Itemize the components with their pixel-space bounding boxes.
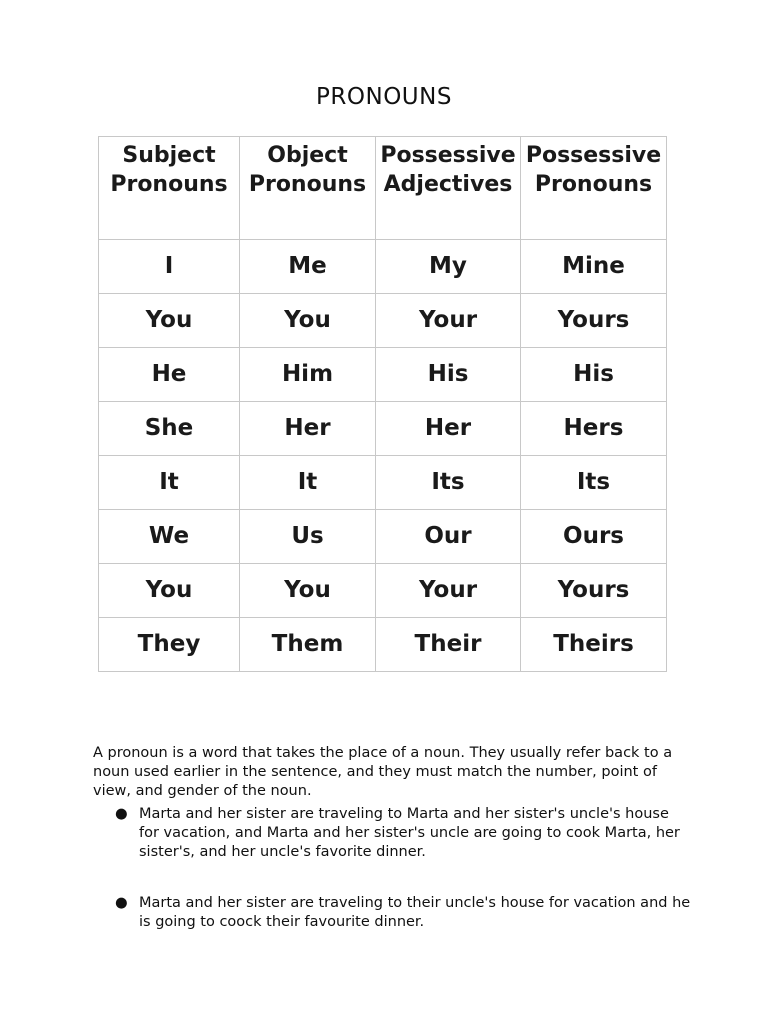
table-row [99,402,667,456]
table-cell: Hers [521,402,667,456]
explanation-paragraph: A pronoun is a word that takes the place of a noun. They usually refer back to a noun used earlier in the sentence, and they must match the number, point of view, and gender of the noun. [93,745,673,799]
table-row [99,294,667,348]
table-cell: It [240,456,376,510]
header-possessive-pronouns: Possessive Pronouns [521,137,667,240]
list-item [115,894,693,932]
table-row [99,456,667,510]
table-cell: He [99,348,240,402]
table-row [99,564,667,618]
table-cell: Its [376,456,521,510]
table-cell: Your [376,294,521,348]
table-cell: Your [376,564,521,618]
table-cell: You [99,564,240,618]
list-item [115,805,693,862]
table-cell: Our [376,510,521,564]
table-cell: Her [240,402,376,456]
table-cell: You [240,564,376,618]
table-row [99,618,667,672]
header-possessive-adjectives: Possessive Adjectives [376,137,521,240]
table-cell: They [99,618,240,672]
table-cell: His [521,348,667,402]
explanation-section [93,744,693,932]
table-row [99,510,667,564]
table-cell: You [240,294,376,348]
table-cell: Her [376,402,521,456]
example-list [93,805,693,932]
table-cell: His [376,348,521,402]
table-cell: Mine [521,240,667,294]
table-row [99,348,667,402]
example-text: Marta and her sister are traveling to their uncle's house for vacation and he is going to coock their favourite dinner. [139,895,691,930]
table-cell: It [99,456,240,510]
table-cell: Them [240,618,376,672]
table-cell: My [376,240,521,294]
page-title: PRONOUNS [316,84,452,110]
table-cell: Theirs [521,618,667,672]
table-cell: Yours [521,564,667,618]
table-cell: You [99,294,240,348]
table-cell: Their [376,618,521,672]
header-subject-pronouns: Subject Pronouns [99,137,240,240]
bullet-icon: ● [115,895,128,911]
table-row [99,240,667,294]
header-object-pronouns: Object Pronouns [240,137,376,240]
table-cell: Us [240,510,376,564]
example-text: Marta and her sister are traveling to Marta and her sister's uncle's house for vacation, and Marta and her sister's uncle are going to cook Marta, her sister's, and her uncle's favorite dinner. [139,806,680,860]
table-cell: Ours [521,510,667,564]
table-header-row [99,137,667,240]
table-cell: Him [240,348,376,402]
table-cell: We [99,510,240,564]
table-cell: Yours [521,294,667,348]
bullet-icon: ● [115,806,128,822]
pronoun-table [98,136,667,672]
table-cell: I [99,240,240,294]
table-cell: Me [240,240,376,294]
table-cell: Its [521,456,667,510]
table-cell: She [99,402,240,456]
